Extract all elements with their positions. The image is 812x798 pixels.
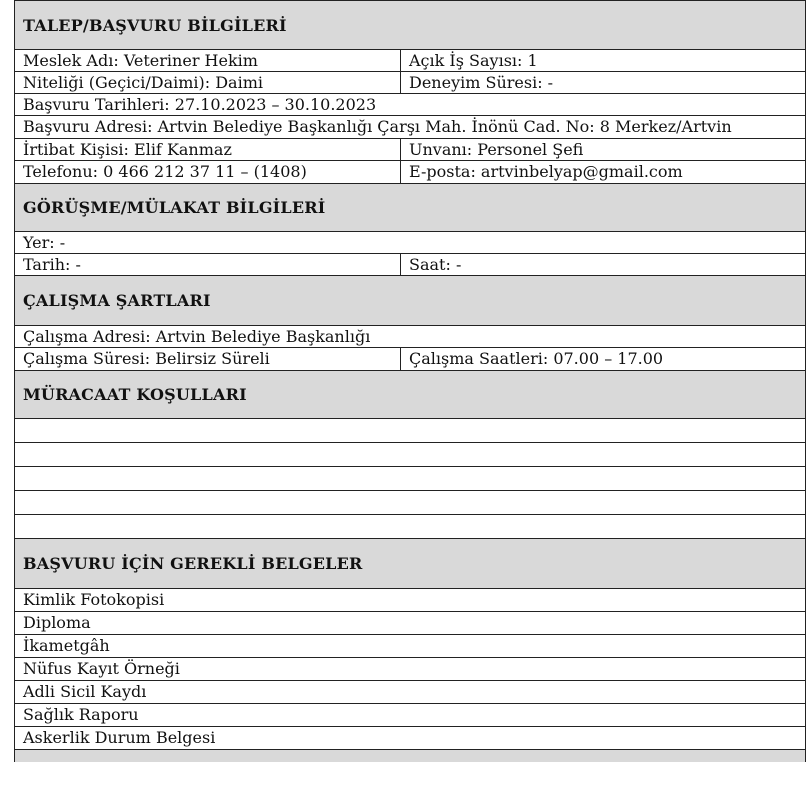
list-item (14, 704, 806, 727)
list-item (14, 658, 806, 681)
belge-item: Adli Sicil Kaydı (23, 682, 147, 701)
section-title: TALEP/BAŞVURU BİLGİLERİ (23, 15, 287, 35)
belge-item: Sağlık Raporu (23, 705, 139, 724)
list-item (14, 681, 806, 704)
tarihler-cell: Başvuru Tarihleri: 27.10.2023 – 30.10.2023 (23, 95, 377, 114)
meslek-cell: Meslek Adı: Veteriner Hekim (15, 50, 401, 71)
section-title: BAŞVURU İÇİN GEREKLİ BELGELER (23, 554, 363, 573)
belge-item: İkametgâh (23, 636, 110, 655)
form-row (14, 161, 806, 184)
adres-cell: Başvuru Adresi: Artvin Belediye Başkanlığı Çarşı Mah. İnönü Cad. No: 8 Merkez/Artvin (23, 117, 732, 136)
form-row (14, 50, 806, 72)
empty-row (14, 515, 806, 539)
irtibat-cell: İrtibat Kişisi: Elif Kanmaz (15, 139, 401, 160)
section-title: GÖRÜŞME/MÜLAKAT BİLGİLERİ (23, 198, 326, 217)
eposta-cell: E-posta: artvinbelyap@gmail.com (409, 162, 683, 181)
telefon-cell: Telefonu: 0 466 212 37 11 – (1408) (15, 161, 401, 183)
section-header-gorusme (14, 184, 806, 232)
job-posting-form (14, 0, 806, 762)
form-row (14, 72, 806, 94)
acik-is-cell: Açık İş Sayısı: 1 (409, 51, 538, 70)
section-header-next (14, 750, 806, 762)
form-row (14, 348, 806, 371)
list-item (14, 635, 806, 658)
form-row (14, 326, 806, 348)
deneyim-cell: Deneyim Süresi: - (409, 73, 554, 92)
section-title: MÜRACAAT KOŞULLARI (23, 385, 247, 404)
saat-cell: Saat: - (409, 255, 462, 274)
belge-item: Kimlik Fotokopisi (23, 590, 165, 609)
list-item (14, 589, 806, 612)
form-row (14, 139, 806, 161)
section-header-belgeler (14, 539, 806, 589)
yer-cell: Yer: - (23, 233, 66, 252)
section-header-talep (14, 0, 806, 50)
form-row (14, 94, 806, 116)
belge-item: Askerlik Durum Belgesi (23, 728, 216, 747)
belge-item: Nüfus Kayıt Örneği (23, 659, 180, 678)
empty-row (14, 491, 806, 515)
belge-item: Diploma (23, 613, 91, 632)
section-header-muracaat (14, 371, 806, 419)
empty-row (14, 443, 806, 467)
unvan-cell: Unvanı: Personel Şefi (409, 140, 584, 159)
empty-row (14, 467, 806, 491)
section-title: ÇALIŞMA ŞARTLARI (23, 291, 211, 310)
nitelik-cell: Niteliği (Geçici/Daimi): Daimi (15, 72, 401, 93)
form-row (14, 254, 806, 276)
calisma-sure-cell: Çalışma Süresi: Belirsiz Süreli (15, 348, 401, 370)
list-item (14, 727, 806, 750)
form-row (14, 232, 806, 254)
section-header-calisma (14, 276, 806, 326)
list-item (14, 612, 806, 635)
empty-row (14, 419, 806, 443)
calisma-saatleri-cell: Çalışma Saatleri: 07.00 – 17.00 (409, 349, 664, 368)
form-row (14, 116, 806, 139)
calisma-adres-cell: Çalışma Adresi: Artvin Belediye Başkanlığı (23, 327, 371, 346)
tarih-cell: Tarih: - (15, 254, 401, 275)
